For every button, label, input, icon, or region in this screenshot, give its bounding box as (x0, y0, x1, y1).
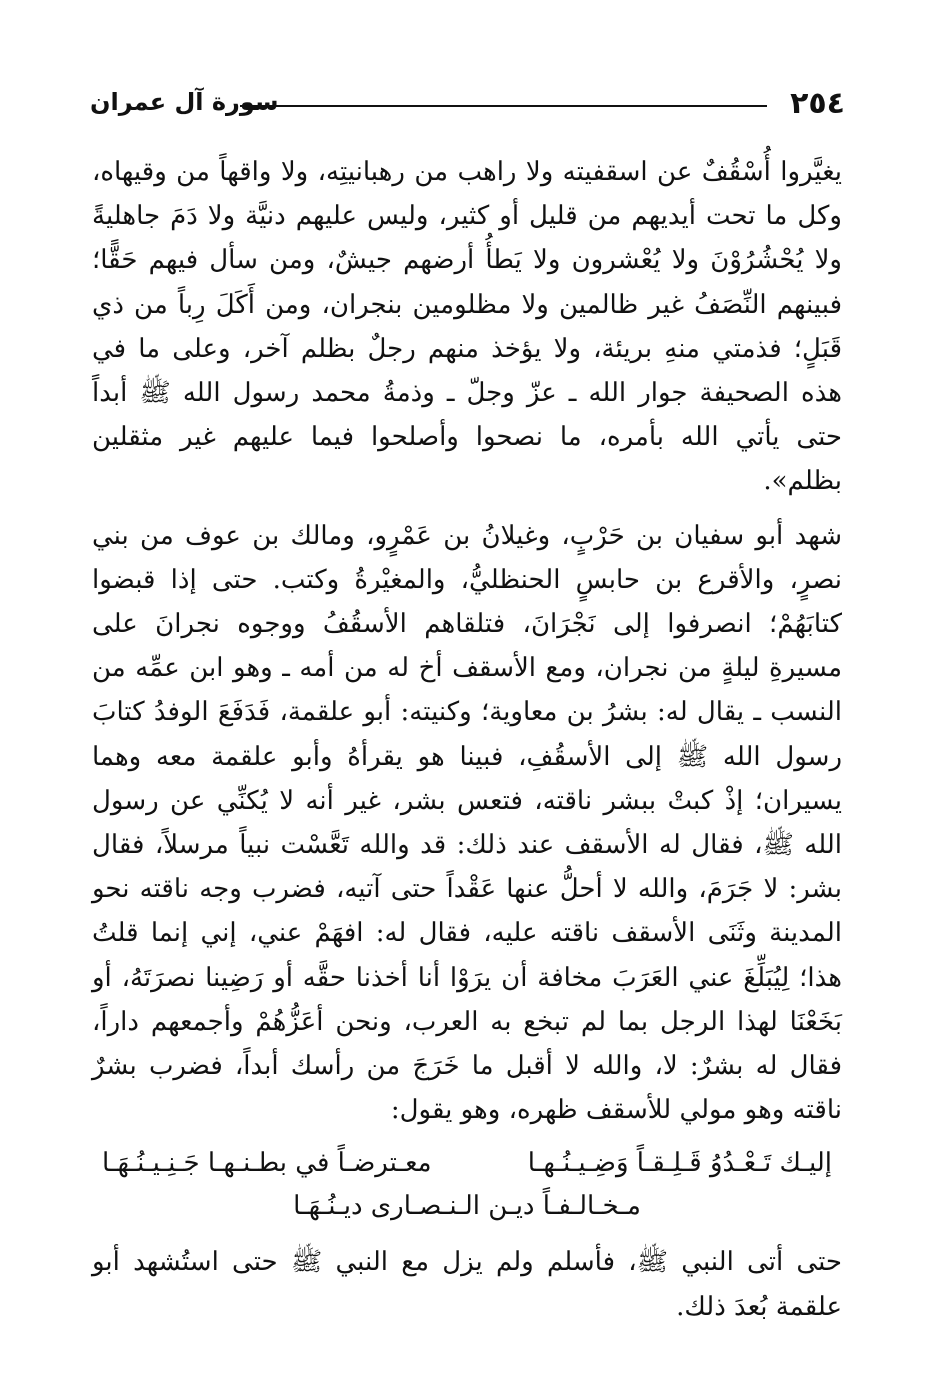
surah-title: سورة آل عمران (90, 88, 279, 116)
page-body (92, 150, 842, 1339)
poem-hemistich-2: مـخـالـفـاً ديـن الـنـصـارى ديـنُـهَـا (293, 1191, 641, 1222)
poem-verse-1 (92, 1142, 842, 1185)
header-divider (240, 105, 767, 107)
poem-verse-2 (92, 1185, 842, 1228)
paragraph-treaty-text: يغيَّروا أُسْقُفٌ عن اسقفيته ولا راهب من رهبانيتِه، ولا واقهاً من وقيهاه، وكل ما تحت أيديهم من قليل أو كثير، وليس عليهم دنيَّة ولا دَمَ جاهليةً ولا يُحْشُرُوْنَ ولا يُعْشرون ولا يَطأُ أرضهم جيشٌ، ومن سأل فيهم حَقًّا؛ فبينهم النِّصَفُ غير ظالمين ولا مظلومين بنجران، ومن أَكَلَ رِباً من ذي قَبَلٍ؛ فذمتي منهِ بريئة، ولا يؤخذ منهم رجلٌ بظلم آخر، وعلى ما في هذه الصحيفة جوار الله ـ عزّ وجلّ ـ وذمةُ محمد رسول الله ﷺ أبداً حتى يأتي الله بأمره، ما نصحوا وأصلحوا فيما عليهم غير مثقلين بظلم». (92, 157, 842, 497)
poem-verses (92, 1142, 842, 1228)
poem-hemistich-1a: إليـك تَـعْـدُوُ قَـلِـقـاً وَضِـيـنُـهـا (527, 1148, 832, 1179)
page-header (90, 86, 845, 126)
paragraph-narrative: شهد أبو سفيان بن حَرْبٍ، وغيلانُ بن عَمْرٍو، ومالك بن عوف من بني نصرٍ، والأقرع بن حابسٍ الحنظليُّ، والمغيْرةُ وكتب. حتى إذا قبضوا كتابَهُمْ؛ انصرفوا إلى نَجْرَانَ، فتلقاهم الأسقُفُ ووجوه نجرانَ على مسيرةِ ليلةٍ من نجران، ومع الأسقف أخ له من أمه ـ وهو ابن عمِّه من النسب ـ يقال له: بشرُ بن معاوية؛ وكنيته: أبو علقمة، فَدَفَعَ الوفدُ كتابَ رسول الله ﷺ إلى الأسقُفِ، فبينا هو يقرأهُ وأبو علقمة معه وهما يسيران؛ إذْ كبتْ ببشر ناقته، فتعس بشر، غير أنه لا يُكنِّي عن رسول الله ﷺ، فقال له الأسقف عند ذلك: قد والله تَعَّسْت نبياً مرسلاً، فقال بشر: لا جَرَمَ، والله لا أحلُّ عنها عَقْداً حتى آتيه، فضرب وجه ناقته نحو المدينة وثَنَى الأسقف ناقته عليه، فقال له: افهَمْ عني، إني إنما قلتُ هذا؛ لِيُبَلِّغَ عني العَرَبَ مخافة أن يرَوْا أنا أخذنا حقَّه أو رَضِينا نصرَتَهُ، أو بَخَعْنَا لهذا الرجل بما لم تبخع به العرب، ونحن أعَزُّهُمْ وأجمعهم داراً، فقال له بشرٌ: لا، والله لا أقبل ما خَرَجَ من رأسك أبداً، فضرب بشرٌ ناقته وهو مولي للأسقف ظهره، وهو يقول: (92, 520, 842, 1126)
poem-hemistich-1b: معـترضـاً في بطـنـهـا جَـنِـيـنُـهَـا (102, 1148, 432, 1179)
paragraph-closing: حتى أتى النبي ﷺ، فأسلم ولم يزل مع النبي ﷺ حتى استُشهد أبو علقمة بُعدَ ذلك. (92, 1247, 842, 1322)
page-number: ٢٥٤ (790, 86, 845, 121)
